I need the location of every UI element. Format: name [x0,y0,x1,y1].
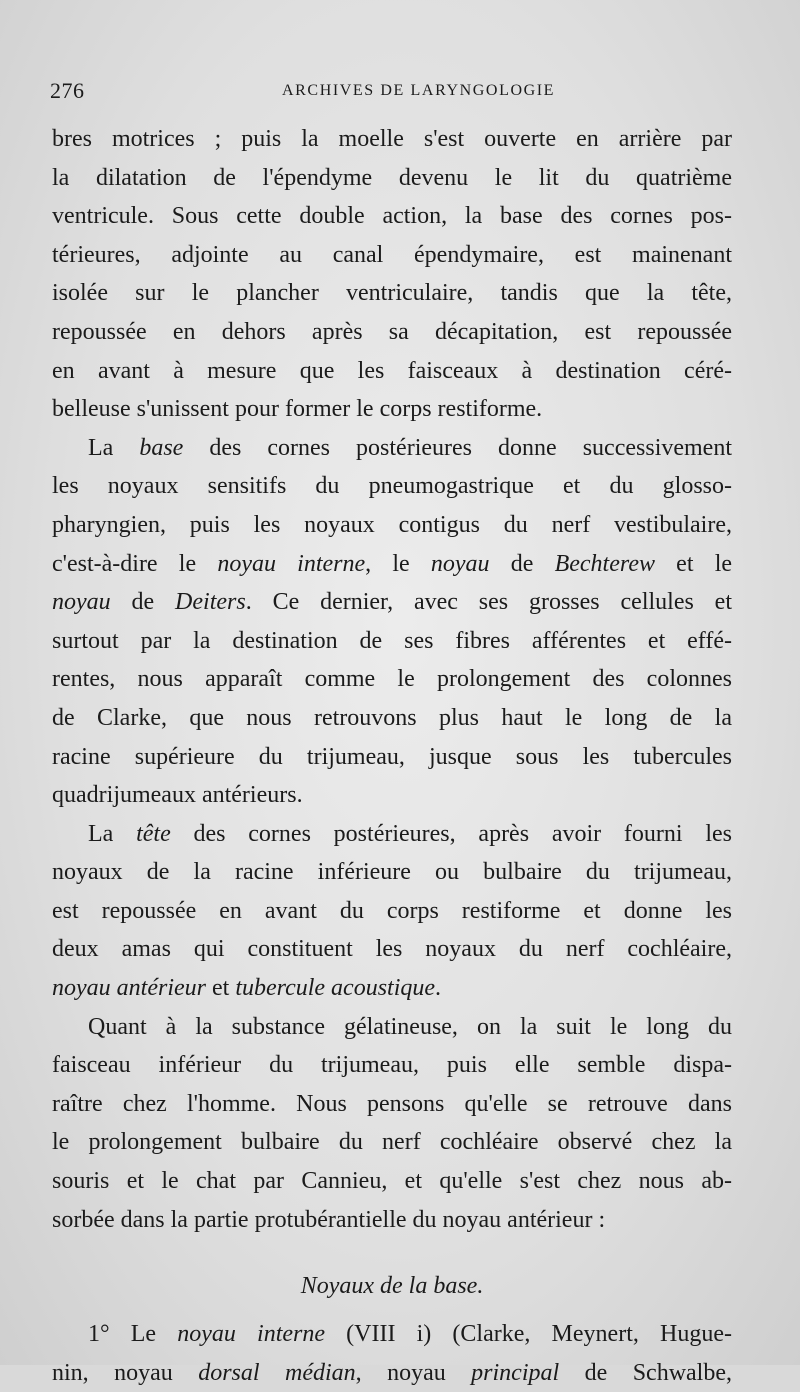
text-line: repoussée en dehors après sa décapitation, est repoussée [52,318,732,345]
text-line: les noyaux sensitifs du pneumogastrique et du glosso- [52,473,732,500]
text-line: surtout par la destination de ses fibres afférentes et effé- [52,627,732,654]
paragraph [52,120,732,429]
text-line: noyau de Deiters. Ce dernier, avec ses grosses cellules et [52,589,732,616]
text-line: en avant à mesure que les faisceaux à destination céré- [52,357,732,384]
text-line: noyau antérieur et tubercule acoustique. [52,975,442,1002]
italic-text: Deiters [175,589,246,616]
text-line: isolée sur le plancher ventriculaire, tandis que la tête, [52,280,732,307]
text-line: quadrijumeaux antérieurs. [52,782,303,809]
text-line: pharyngien, puis les noyaux contigus du nerf vestibulaire, [52,511,732,538]
text-line: est repoussée en avant du corps restiforme et donne les [52,897,732,924]
text-line: racine supérieure du trijumeau, jusque sous les tubercules [52,743,732,770]
text-line: térieures, adjointe au canal épendymaire, est mainenant [52,241,732,268]
text-line: 1° Le noyau interne (VIII i) (Clarke, Meynert, Hugue- [88,1321,732,1348]
italic-text: dorsal médian [198,1359,356,1386]
italic-text: Bechterew [554,550,655,577]
text-line: belleuse s'unissent pour former le corps restiforme. [52,396,543,423]
text-line: la dilatation de l'épendyme devenu le lit du quatrième [52,164,732,191]
italic-text: tubercule acoustique [235,975,436,1002]
paragraph [52,1008,732,1240]
text-line: La base des cornes postérieures donne successivement [88,434,732,461]
running-head: ARCHIVES DE LARYNGOLOGIE [282,82,556,99]
text-line: sorbée dans la partie protubérantielle du noyau antérieur : [52,1206,606,1233]
page-header [50,78,750,108]
italic-text: base [139,434,184,461]
text-line: le prolongement bulbaire du nerf cochléaire observé chez la [52,1129,732,1156]
paragraph [52,429,732,815]
italic-text: noyau antérieur [52,975,206,1002]
italic-text: principal [471,1359,560,1386]
italic-text: tête [136,820,171,847]
text-line: raître chez l'homme. Nous pensons qu'elle se retrouve dans [52,1090,732,1117]
italic-text: noyau [430,550,490,577]
italic-text: noyau [52,589,111,616]
text-line: Quant à la substance gélatineuse, on la suit le long du [88,1013,732,1040]
text-line: c'est-à-dire le noyau interne, le noyau de Bechterew et le [52,550,733,577]
italic-text: noyau interne [217,550,366,577]
text-line: nin, noyau dorsal médian, noyau principal de Schwalbe, [52,1359,732,1386]
paragraph [52,1315,732,1392]
text-line: de Clarke, que nous retrouvons plus haut le long de la [52,704,732,731]
page-number: 276 [50,78,85,103]
text-line: deux amas qui constituent les noyaux du nerf cochléaire, [52,936,732,963]
text-line: bres motrices ; puis la moelle s'est ouverte en arrière par [52,126,732,152]
text-line: rentes, nous apparaît comme le prolongement des colonnes [52,666,732,693]
paragraph [52,815,732,1008]
section-title: Noyaux de la base. [300,1273,484,1300]
text-line: ventricule. Sous cette double action, la base des cornes pos- [52,203,732,230]
text-line: noyaux de la racine inférieure ou bulbaire du trijumeau, [52,859,732,886]
text-line: faisceau inférieur du trijumeau, puis elle semble dispa- [52,1052,732,1079]
italic-text: noyau interne [177,1321,326,1348]
page-body [52,120,732,1392]
text-line: souris et le chat par Cannieu, et qu'elle s'est chez nous ab- [52,1168,732,1195]
text-line: La tête des cornes postérieures, après avoir fourni les [88,820,732,847]
